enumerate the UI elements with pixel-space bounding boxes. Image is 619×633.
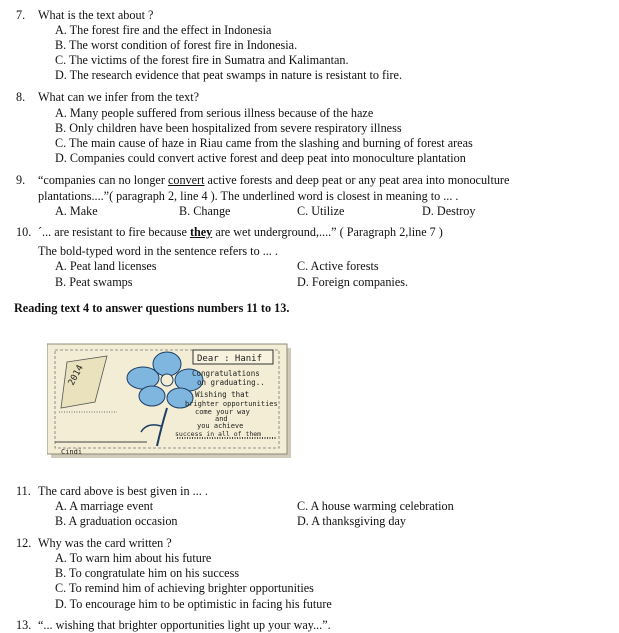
question-text-line-2: The bold-typed word in the sentence refers to ... . [38, 244, 278, 258]
card-line: on graduating.. [197, 378, 265, 387]
text-segment: “companies can no longer [38, 173, 168, 187]
question-number: 8. [16, 90, 26, 104]
option-d: D. To encourage him to be optimistic in facing his future [55, 597, 332, 611]
card-line: and [215, 415, 228, 423]
option-c: C. A house warming celebration [297, 499, 454, 513]
option-d: D. A thanksgiving day [297, 514, 407, 528]
option-c: C. To remind him of achieving brighter opportunities [55, 581, 314, 595]
question-number: 12. [16, 536, 32, 550]
question-text-line-1 [38, 173, 509, 188]
option-c: C. The main cause of haze in Riau came from the slashing and burning of forest areas [55, 136, 473, 150]
option-a: A. A marriage event [55, 499, 154, 513]
option-b: B. Change [179, 204, 231, 218]
question-number: 11. [16, 484, 31, 498]
question-text: The card above is best given in ... . [38, 484, 208, 498]
option-c: C. The victims of the forest fire in Sumatra and Kalimantan. [55, 53, 349, 67]
question-number: 9. [16, 173, 26, 187]
question-text: What is the text about ? [38, 8, 154, 22]
question-text: What can we infer from the text? [38, 90, 200, 104]
card-header: Dear : Hanif [197, 354, 263, 364]
bold-word: they [189, 225, 213, 239]
card-line: come your way [195, 408, 250, 416]
option-b: B. To congratulate him on his success [55, 566, 240, 580]
question-number: 13. [16, 618, 32, 632]
option-a: A. Make [55, 204, 98, 218]
option-a: A. To warn him about his future [55, 551, 212, 565]
option-b: B. Only children have been hospitalized from severe respiratory illness [55, 121, 402, 135]
question-text: “... wishing that brighter opportunities light up your way...”. [38, 618, 331, 632]
text-segment: are wet underground,....” ( Paragraph 2,line 7 ) [212, 225, 443, 239]
card-footer: Cindi [61, 448, 83, 456]
card-year: 2014 [66, 363, 86, 388]
card-line: Congratulations [192, 369, 260, 378]
question-number: 10. [16, 225, 32, 239]
card-illustration [47, 342, 295, 462]
option-d: D. Destroy [422, 204, 476, 218]
option-d: D. The research evidence that peat swamps in nature is resistant to fire. [55, 68, 402, 82]
question-text-line-1 [38, 225, 443, 240]
option-a: A. Peat land licenses [55, 259, 157, 273]
card-line: you achieve [197, 422, 244, 430]
option-b: B. The worst condition of forest fire in Indonesia. [55, 38, 298, 52]
question-number: 7. [16, 8, 26, 22]
option-b: B. Peat swamps [55, 275, 133, 289]
greeting-card-image [47, 342, 295, 462]
card-line: Wishing that [195, 390, 250, 399]
text-segment: ´... are resistant to fire because [38, 225, 190, 239]
underlined-word: convert [167, 173, 205, 187]
card-line: success in all of them [175, 430, 262, 438]
option-d: D. Companies could convert active forest and deep peat into monoculture plantation [55, 151, 466, 165]
option-b: B. A graduation occasion [55, 514, 178, 528]
question-text-line-2: plantations....”( paragraph 2, line 4 ). The underlined word is closest in meaning to ... . [38, 189, 459, 203]
option-c: C. Active forests [297, 259, 379, 273]
option-a: A. Many people suffered from serious illness because of the haze [55, 106, 374, 120]
card-line: brighter opportunities [185, 400, 278, 408]
text-segment: active forests and deep peat or any peat area into monoculture [204, 173, 510, 187]
option-a: A. The forest fire and the effect in Indonesia [55, 23, 272, 37]
option-c: C. Utilize [297, 204, 345, 218]
option-d: D. Foreign companies. [297, 275, 409, 289]
question-text: Why was the card written ? [38, 536, 172, 550]
reading-heading: Reading text 4 to answer questions numbers 11 to 13. [14, 301, 290, 315]
